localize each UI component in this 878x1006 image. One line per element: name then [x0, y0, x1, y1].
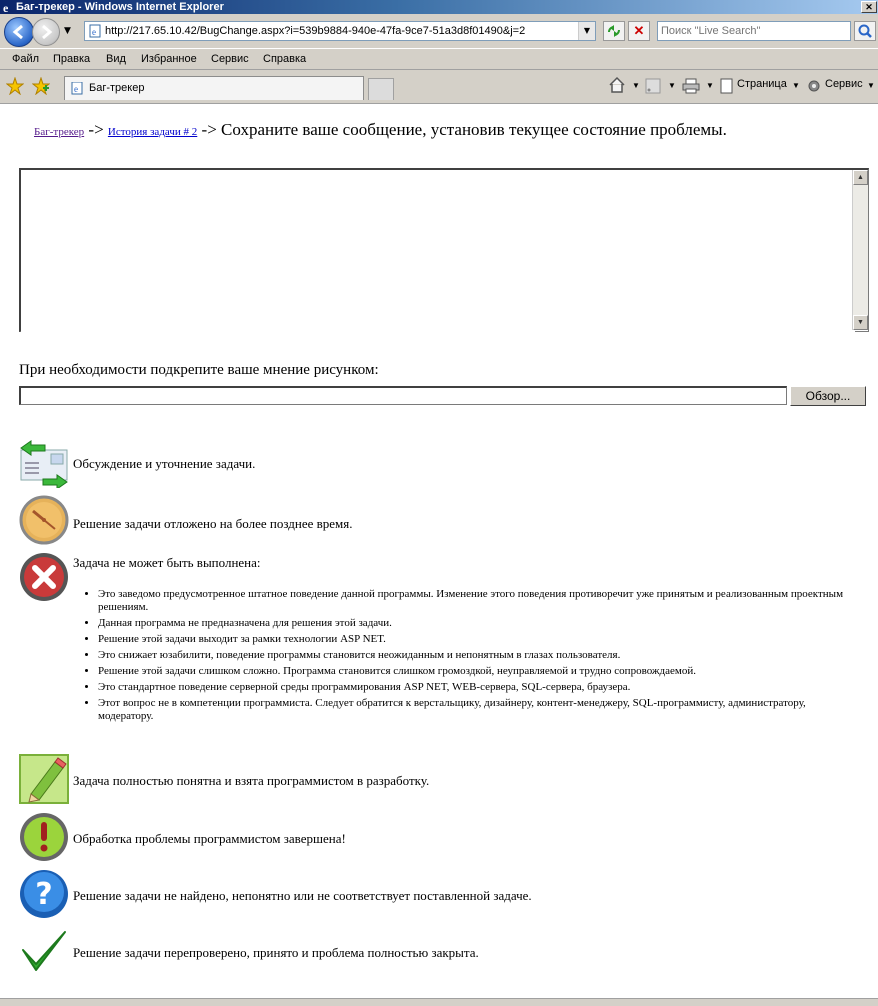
recent-pages-dropdown[interactable]: ▼	[64, 26, 71, 36]
envelope-arrows-icon	[19, 438, 69, 488]
message-textarea-box	[19, 168, 869, 332]
breadcrumb-separator: ->	[84, 120, 108, 139]
list-item: • Решение этой задачи выходит за рамки технологии ASP NET.	[98, 633, 860, 646]
refresh-icon	[604, 22, 624, 40]
file-path-input[interactable]	[19, 386, 787, 405]
home-icon[interactable]	[608, 76, 626, 94]
list-item: • Решение этой задачи слишком сложно. Программа становится слишком громоздкой, неуправляемой и трудно сопровождаемой.	[98, 665, 860, 678]
status-rejected-label: Задача не может быть выполнена:	[73, 555, 261, 570]
search-input[interactable]	[661, 23, 846, 39]
tools-menu-button[interactable]: Сервис	[825, 78, 863, 90]
scroll-down-arrow-icon[interactable]: ▼	[853, 315, 868, 330]
add-favorite-icon[interactable]	[32, 77, 50, 95]
reject-reasons-list	[20, 588, 860, 726]
list-item: • Это снижает юзабилити, поведение программы становится неожиданным и непонятным в глазах пользователя.	[98, 649, 860, 662]
address-toolbar	[0, 14, 878, 48]
status-done[interactable]	[19, 812, 869, 862]
list-item: • Этот вопрос не в компетенции программиста. Следует обратится к верстальщику, дизайнеру, контент-менеджеру, SQL-программисту, администратору, модератору.	[98, 697, 860, 723]
exclamation-icon	[19, 812, 69, 862]
feeds-icon[interactable]	[645, 78, 661, 94]
status-unresolved[interactable]	[19, 869, 869, 919]
forward-button[interactable]	[32, 18, 60, 46]
list-item: • Это заведомо предусмотренное штатное поведение данной программы. Изменение этого поведения противоречит уже принятым и реализованным проектным решениям.	[98, 588, 860, 614]
status-postponed[interactable]	[19, 495, 869, 545]
ie-logo-icon	[2, 1, 14, 13]
page-menu-icon	[719, 78, 735, 94]
status-postponed-label: Решение задачи отложено на более позднее время.	[73, 516, 353, 531]
message-scrollbar[interactable]	[852, 170, 868, 330]
status-bar	[0, 998, 878, 1006]
breadcrumb-separator: ->	[197, 120, 222, 139]
page-instruction: Сохраните ваше сообщение, установив текущее состояние проблемы.	[221, 120, 727, 139]
tools-dropdown-icon[interactable]: ▼	[867, 81, 875, 90]
status-done-label: Обработка проблемы программистом завершена!	[73, 831, 346, 846]
svg-text:e: e	[92, 27, 96, 37]
svg-text:?: ?	[35, 877, 53, 912]
svg-text:e: e	[74, 84, 78, 94]
list-item: • Данная программа не предназначена для решения этой задачи.	[98, 617, 860, 630]
new-tab-button[interactable]	[368, 78, 394, 100]
attach-label: При необходимости подкрепите ваше мнение рисунком:	[19, 362, 379, 378]
search-button[interactable]	[854, 21, 876, 41]
window-titlebar	[0, 0, 878, 14]
print-icon[interactable]	[682, 78, 700, 94]
status-closed-label: Решение задачи перепроверено, принято и проблема полностью закрыта.	[73, 945, 479, 960]
status-unresolved-label: Решение задачи не найдено, непонятно или не соответствует поставленной задаче.	[73, 888, 532, 903]
menu-tools[interactable]: Сервис	[211, 53, 249, 65]
feeds-dropdown-icon[interactable]: ▼	[668, 81, 676, 90]
address-bar[interactable]	[84, 21, 596, 41]
page-content	[0, 104, 878, 1006]
page-menu-button[interactable]: Страница	[737, 78, 787, 90]
refresh-button[interactable]	[603, 21, 625, 41]
menu-edit[interactable]: Правка	[53, 53, 91, 65]
question-icon	[19, 869, 69, 919]
list-item: • Это стандартное поведение серверной среды программирования ASP NET, WEB-сервера, SQL-сервера, браузера.	[98, 681, 860, 694]
window-close-button[interactable]: ✕	[861, 1, 877, 13]
address-input[interactable]	[105, 23, 575, 39]
menu-view[interactable]: Вид	[106, 53, 126, 65]
search-box[interactable]	[657, 21, 851, 41]
status-closed[interactable]	[19, 926, 869, 976]
pencil-icon	[19, 754, 69, 804]
gear-icon	[806, 78, 822, 94]
status-discussion[interactable]	[19, 438, 869, 488]
page-icon	[71, 82, 84, 95]
clock-icon	[19, 495, 69, 545]
svg-text:e: e	[3, 1, 9, 13]
menu-favorites[interactable]: Избранное	[141, 53, 197, 65]
tab-title: Баг-трекер	[89, 82, 145, 94]
status-discussion-label: Обсуждение и уточнение задачи.	[73, 456, 256, 471]
window-title: Баг-трекер - Windows Internet Explorer	[16, 1, 224, 13]
browse-button[interactable]: Обзор...	[790, 386, 866, 406]
tab-toolbar	[0, 70, 878, 104]
page-menu-dropdown-icon[interactable]: ▼	[792, 81, 800, 90]
stop-button[interactable]: ✕	[628, 21, 650, 41]
scroll-up-arrow-icon[interactable]: ▲	[853, 170, 868, 185]
home-dropdown-icon[interactable]: ▼	[632, 81, 640, 90]
menu-help[interactable]: Справка	[263, 53, 307, 65]
breadcrumb-history-link[interactable]: История задачи # 2	[107, 126, 198, 138]
menu-file[interactable]: Файл	[12, 53, 40, 65]
back-arrow-icon	[5, 18, 33, 46]
address-dropdown-button[interactable]: ▼	[578, 22, 595, 40]
message-textarea[interactable]	[21, 170, 855, 332]
menu-bar	[0, 48, 878, 70]
print-dropdown-icon[interactable]: ▼	[706, 81, 714, 90]
back-button[interactable]	[4, 17, 34, 47]
favorites-star-icon[interactable]	[6, 77, 24, 95]
page-icon	[88, 24, 102, 38]
search-icon	[855, 22, 875, 40]
breadcrumb	[34, 120, 727, 140]
breadcrumb-bug-tracker-link[interactable]: Баг-трекер	[34, 126, 85, 138]
checkmark-icon	[19, 926, 69, 976]
forward-arrow-icon	[33, 19, 59, 45]
status-in-progress[interactable]	[19, 754, 869, 804]
status-in-progress-label: Задача полностью понятна и взята программистом в разработку.	[73, 773, 430, 788]
tab-bug-tracker[interactable]	[64, 76, 364, 100]
